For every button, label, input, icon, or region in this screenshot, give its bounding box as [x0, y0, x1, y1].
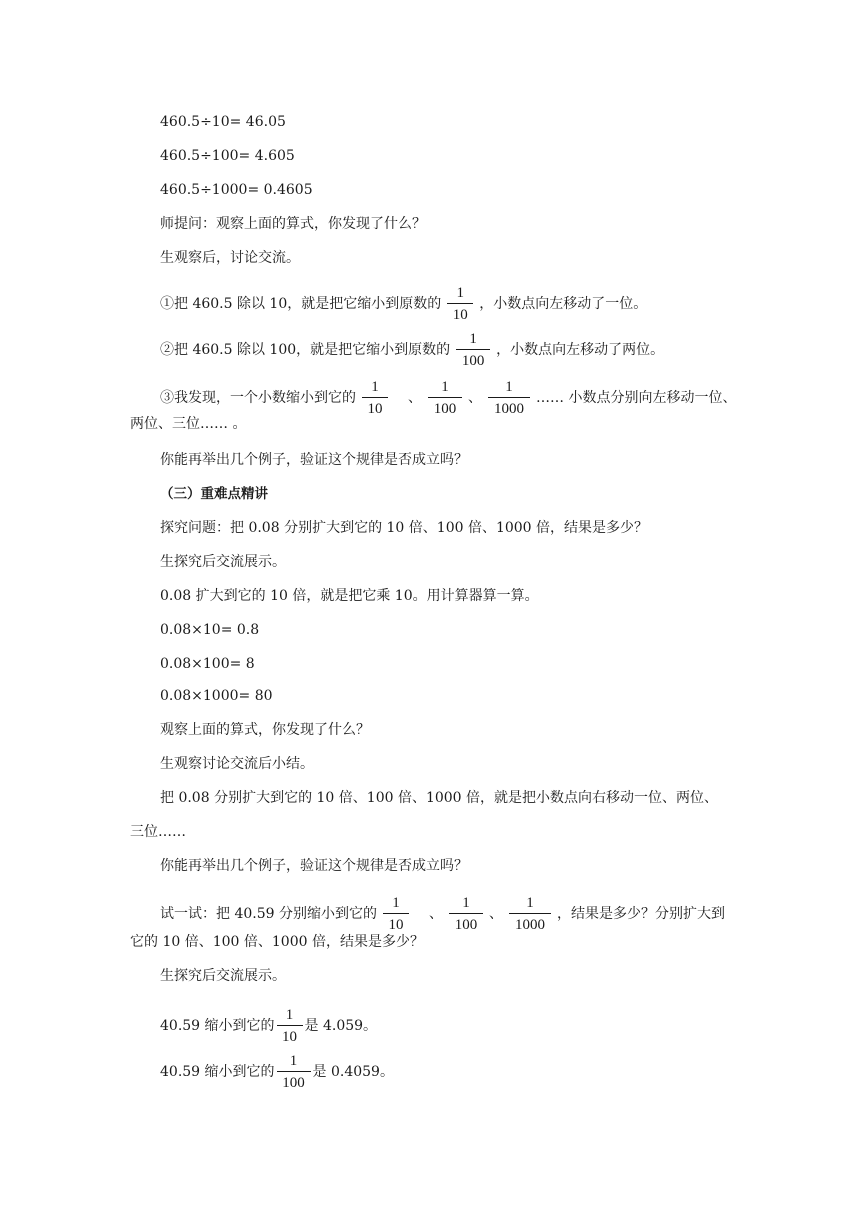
paragraph: [160, 248, 300, 268]
fraction-numerator: 1: [456, 285, 464, 301]
paragraph-with-fractions: [160, 378, 737, 417]
fraction-one-thousandth: [509, 894, 551, 934]
fraction-one-hundredth: [456, 330, 490, 370]
text: …… 小数点分别向左移动一位、: [536, 390, 737, 406]
text: 你能再举出几个例子，验证这个规律是否成立吗？: [160, 858, 468, 874]
fraction-bar: [428, 397, 462, 398]
fraction-one-tenth: [277, 1006, 303, 1046]
fraction-numerator: 1: [285, 1007, 294, 1023]
fraction-numerator: 1: [371, 379, 379, 395]
fraction-denominator: 10: [282, 1029, 298, 1045]
fraction-denominator: 10: [388, 917, 404, 933]
separator: 、: [468, 390, 482, 406]
fraction-denominator: 10: [367, 401, 383, 417]
text: ，结果是多少？分别扩大到: [556, 906, 725, 922]
separator: 、: [408, 390, 422, 406]
text: 它的 10 倍、100 倍、1000 倍，结果是多少？: [130, 934, 424, 950]
text: ，小数点向左移动了一位。: [479, 296, 648, 312]
fraction-numerator: 1: [392, 895, 400, 911]
text: ②把 460.5 除以 100，就是把它缩小到原数的: [160, 342, 451, 358]
fraction-one-tenth: [447, 284, 473, 324]
fraction-denominator: 100: [454, 917, 478, 933]
result-with-fraction: [160, 1052, 394, 1091]
text: 是 0.4059。: [312, 1064, 394, 1080]
text: 试一试：把 40.59 分别缩小到它的: [160, 906, 377, 922]
text: 0.08×100= 8: [160, 656, 255, 672]
fraction-one-hundredth: [449, 894, 483, 934]
fraction-numerator: 1: [526, 895, 534, 911]
paragraph: [160, 214, 426, 234]
paragraph: [160, 552, 286, 572]
fraction-numerator: 1: [462, 895, 470, 911]
text: 460.5÷10= 46.05: [160, 114, 286, 130]
text: 0.08×10= 0.8: [160, 622, 260, 638]
fraction-one-thousandth: [488, 378, 530, 418]
fraction-one-hundredth: [428, 378, 462, 418]
separator: 、: [488, 906, 503, 922]
text: ①把 460.5 除以 10，就是把它缩小到原数的: [160, 296, 442, 312]
paragraph-continuation: [130, 932, 424, 952]
section-heading: [160, 484, 268, 504]
separator: 、: [428, 906, 443, 922]
paragraph: [160, 518, 648, 538]
equation-line: [160, 180, 313, 200]
text: 观察上面的算式，你发现了什么？: [160, 722, 370, 738]
text: （三）重难点精讲: [160, 486, 268, 502]
text: 是 4.059。: [304, 1018, 378, 1034]
text: 0.08 扩大到它的 10 倍，就是把它乘 10。用计算器算一算。: [160, 588, 539, 604]
text: 两位、三位…… 。: [130, 416, 247, 432]
text: 生探究后交流展示。: [160, 968, 286, 984]
fraction-one-tenth: [383, 894, 409, 934]
paragraph-continuation: [130, 414, 246, 434]
paragraph: [160, 720, 370, 740]
fraction-numerator: 1: [505, 379, 513, 395]
paragraph: [160, 586, 539, 606]
fraction-numerator: 1: [441, 379, 449, 395]
equation-line: [160, 112, 286, 132]
fraction-bar: [456, 349, 490, 350]
result-with-fraction: [160, 1006, 378, 1045]
fraction-one-tenth: [362, 378, 388, 418]
fraction-bar: [447, 303, 473, 304]
text: 生观察后，讨论交流。: [160, 250, 300, 266]
equation-line: [160, 146, 295, 166]
fraction-denominator: 1000: [514, 917, 545, 933]
equation-line: [160, 654, 255, 674]
text: 探究问题：把 0.08 分别扩大到它的 10 倍、100 倍、1000 倍，结果是多少？: [160, 520, 649, 536]
fraction-bar: [277, 1025, 303, 1026]
text: 生探究后交流展示。: [160, 554, 286, 570]
paragraph-with-fraction: [160, 284, 648, 323]
fraction-denominator: 10: [452, 307, 468, 323]
fraction-bar: [449, 913, 483, 914]
paragraph: [160, 856, 468, 876]
paragraph: [160, 754, 314, 774]
text: ③我发现，一个小数缩小到它的: [160, 390, 356, 406]
text: 460.5÷100= 4.605: [160, 148, 295, 164]
text: 460.5÷1000= 0.4605: [160, 182, 313, 198]
paragraph: [160, 450, 468, 470]
equation-line: [160, 686, 273, 706]
fraction-numerator: 1: [289, 1053, 298, 1069]
fraction-denominator: 1000: [494, 401, 524, 417]
text: 0.08×1000= 80: [160, 688, 273, 704]
fraction-one-hundredth: [277, 1052, 311, 1092]
fraction-bar: [362, 397, 388, 398]
text: 三位……: [130, 824, 186, 840]
text: 师提问：观察上面的算式，你发现了什么？: [160, 216, 426, 232]
fraction-denominator: 100: [282, 1075, 305, 1091]
text: 40.59 缩小到它的: [160, 1018, 275, 1034]
fraction-bar: [383, 913, 409, 914]
equation-line: [160, 620, 259, 640]
fraction-bar: [277, 1071, 311, 1072]
text: 生观察讨论交流后小结。: [160, 756, 314, 772]
fraction-denominator: 100: [461, 353, 485, 369]
paragraph: [160, 966, 286, 986]
text: 你能再举出几个例子，验证这个规律是否成立吗？: [160, 452, 468, 468]
paragraph-continuation: [130, 822, 186, 842]
fraction-numerator: 1: [469, 331, 477, 347]
text: 40.59 缩小到它的: [160, 1064, 275, 1080]
fraction-bar: [488, 397, 530, 398]
text: 把 0.08 分别扩大到它的 10 倍、100 倍、1000 倍，就是把小数点向右移动一位、两位、: [160, 790, 719, 806]
paragraph-with-fractions: [160, 894, 725, 933]
fraction-bar: [509, 913, 551, 914]
paragraph-with-fraction: [160, 330, 665, 369]
text: ，小数点向左移动了两位。: [496, 342, 665, 358]
paragraph: [160, 788, 718, 808]
fraction-denominator: 100: [433, 401, 457, 417]
